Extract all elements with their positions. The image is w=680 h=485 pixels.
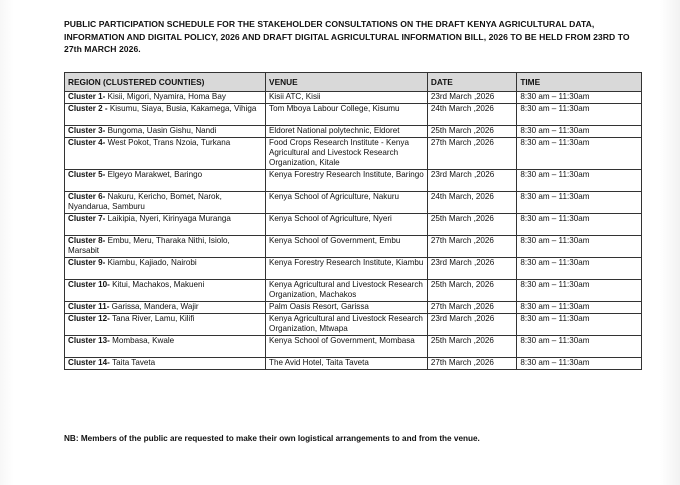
cell-date: 27th March ,2026 [427, 302, 516, 314]
table-header-row [65, 73, 642, 92]
cluster-name: Cluster 14 [68, 358, 108, 367]
cluster-separator: - [102, 214, 108, 223]
cell-venue: Food Crops Research Institute - Kenya Agricultural and Livestock Research Organization, Kitale [266, 138, 428, 170]
cell-date: 25th March ,2026 [427, 214, 516, 236]
table-row [65, 236, 642, 258]
cell-venue: Kenya School of Government, Embu [266, 236, 428, 258]
document-heading: PUBLIC PARTICIPATION SCHEDULE FOR THE STAKEHOLDER CONSULTATIONS ON THE DRAFT KENYA AGRICULTURAL DATA, INFORMATION AND DIGITAL POLICY, 2026 AND DRAFT DIGITAL AGRICULTURAL INFORMATION BILL, 2026 TO BE HELD FROM 23RD TO 27th MARCH 2026. [64, 19, 630, 54]
cell-time: 8:30 am – 11:30am [517, 358, 642, 370]
cluster-name: Cluster 4 [68, 138, 103, 147]
cell-date: 27th March ,2026 [427, 358, 516, 370]
schedule-table [64, 72, 642, 370]
cell-time: 8:30 am – 11:30am [517, 126, 642, 138]
cell-date: 23rd March ,2026 [427, 170, 516, 192]
cluster-separator: - [107, 314, 113, 323]
cell-venue: Kenya Forestry Research Institute, Kiambu [266, 258, 428, 280]
header-time: TIME [517, 73, 642, 92]
table-row [65, 138, 642, 170]
cell-time: 8:30 am – 11:30am [517, 336, 642, 358]
cell-venue: Eldoret National polytechnic, Eldoret [266, 126, 428, 138]
cell-time: 8:30 am – 11:30am [517, 280, 642, 302]
cell-time: 8:30 am – 11:30am [517, 302, 642, 314]
cluster-name: Cluster 13 [68, 336, 108, 345]
cell-date: 23rd March ,2026 [427, 258, 516, 280]
cell-region [65, 92, 266, 104]
cell-region [65, 214, 266, 236]
table-row [65, 92, 642, 104]
cell-region [65, 258, 266, 280]
cluster-name: Cluster 11 [68, 302, 107, 311]
cluster-counties: Taita Taveta [112, 358, 156, 367]
cell-venue: Kenya Forestry Research Institute, Baringo [266, 170, 428, 192]
table-row [65, 280, 642, 302]
cluster-separator: - [107, 280, 113, 289]
cluster-separator: - [102, 138, 108, 147]
cluster-name: Cluster 8 [68, 236, 103, 245]
cluster-name: Cluster 5 [68, 170, 103, 179]
cell-venue: Kenya School of Government, Mombasa [266, 336, 428, 358]
cell-venue: Kenya School of Agriculture, Nakuru [266, 192, 428, 214]
header-date: DATE [427, 73, 516, 92]
cluster-name: Cluster 2 [68, 104, 103, 113]
cluster-name: Cluster 10 [68, 280, 108, 289]
cluster-name: Cluster 6 [68, 192, 103, 201]
cluster-separator: - [102, 126, 108, 135]
table-row [65, 192, 642, 214]
cell-venue: Kenya School of Agriculture, Nyeri [266, 214, 428, 236]
cluster-separator: - [102, 170, 108, 179]
cell-time: 8:30 am – 11:30am [517, 236, 642, 258]
table-row [65, 170, 642, 192]
table-row [65, 214, 642, 236]
cluster-counties: Garissa, Mandera, Wajir [111, 302, 199, 311]
cell-time: 8:30 am – 11:30am [517, 170, 642, 192]
cell-date: 25th March ,2026 [427, 126, 516, 138]
table-row [65, 314, 642, 336]
cluster-counties: Tana River, Lamu, Kilifi [112, 314, 195, 323]
cluster-name: Cluster 12 [68, 314, 108, 323]
cell-region [65, 358, 266, 370]
cell-date: 23rd March ,2026 [427, 314, 516, 336]
cell-venue: Kisii ATC, Kisii [266, 92, 428, 104]
table-row [65, 336, 642, 358]
table-row [65, 258, 642, 280]
cluster-counties: Elgeyo Marakwet, Baringo [107, 170, 203, 179]
cell-venue: Kenya Agricultural and Livestock Research Organization, Machakos [266, 280, 428, 302]
cluster-separator: - [106, 302, 112, 311]
cell-region [65, 280, 266, 302]
cluster-counties: Kiambu, Kajiado, Nairobi [107, 258, 197, 267]
cell-venue: Tom Mboya Labour College, Kisumu [266, 104, 428, 126]
cell-venue: Kenya Agricultural and Livestock Research Organization, Mtwapa [266, 314, 428, 336]
cluster-name: Cluster 3 [68, 126, 103, 135]
cluster-counties: Kitui, Machakos, Makueni [112, 280, 205, 289]
header-venue: VENUE [266, 73, 428, 92]
cell-date: 27th March ,2026 [427, 138, 516, 170]
cell-time: 8:30 am – 11:30am [517, 104, 642, 126]
cluster-counties: Bungoma, Uasin Gishu, Nandi [107, 126, 217, 135]
header-region: REGION (CLUSTERED COUNTIES) [65, 73, 266, 92]
cluster-separator: - [102, 236, 108, 245]
cell-time: 8:30 am – 11:30am [517, 214, 642, 236]
cluster-separator: - [102, 92, 108, 101]
cell-region [65, 302, 266, 314]
cluster-separator: - [107, 336, 113, 345]
cell-region [65, 314, 266, 336]
table-row [65, 302, 642, 314]
public-note: NB: Members of the public are requested to make their own logistical arrangements to and from the venue. [64, 434, 480, 443]
cluster-counties: Kisii, Migori, Nyamira, Homa Bay [107, 92, 226, 101]
cell-date: 24th March, 2026 [427, 192, 516, 214]
cluster-separator: - [102, 192, 108, 201]
cell-region [65, 126, 266, 138]
cell-region [65, 192, 266, 214]
cell-venue: The Avid Hotel, Taita Taveta [266, 358, 428, 370]
cell-time: 8:30 am – 11:30am [517, 258, 642, 280]
cluster-separator: - [107, 358, 113, 367]
cell-region [65, 336, 266, 358]
cell-region [65, 138, 266, 170]
table-row [65, 126, 642, 138]
cluster-name: Cluster 9 [68, 258, 103, 267]
cell-region [65, 104, 266, 126]
cluster-name: Cluster 7 [68, 214, 103, 223]
cell-time: 8:30 am – 11:30am [517, 92, 642, 104]
table-row [65, 104, 642, 126]
cluster-counties: Embu, Meru, Tharaka Nithi, Isiolo, Marsabit [68, 236, 230, 255]
cluster-counties: West Pokot, Trans Nzoia, Turkana [107, 138, 231, 147]
table-row [65, 358, 642, 370]
cell-date: 25th March, 2026 [427, 280, 516, 302]
cell-region [65, 170, 266, 192]
cell-date: 24th March ,2026 [427, 104, 516, 126]
cell-date: 27th March ,2026 [427, 236, 516, 258]
cell-time: 8:30 am – 11:30am [517, 314, 642, 336]
cluster-separator: - [102, 104, 110, 113]
cell-venue: Palm Oasis Resort, Garissa [266, 302, 428, 314]
cell-time: 8:30 am – 11:30am [517, 192, 642, 214]
cluster-name: Cluster 1 [68, 92, 103, 101]
cluster-counties: Nakuru, Kericho, Bomet, Narok, Nyandarua, Samburu [68, 192, 222, 211]
cell-region [65, 236, 266, 258]
cell-date: 25th March ,2026 [427, 336, 516, 358]
cluster-separator: - [102, 258, 108, 267]
cluster-counties: Kisumu, Siaya, Busia, Kakamega, Vihiga [109, 104, 257, 113]
cluster-counties: Laikipia, Nyeri, Kirinyaga Muranga [107, 214, 231, 223]
cluster-counties: Mombasa, Kwale [112, 336, 175, 345]
cell-time: 8:30 am – 11:30am [517, 138, 642, 170]
cell-date: 23rd March ,2026 [427, 92, 516, 104]
